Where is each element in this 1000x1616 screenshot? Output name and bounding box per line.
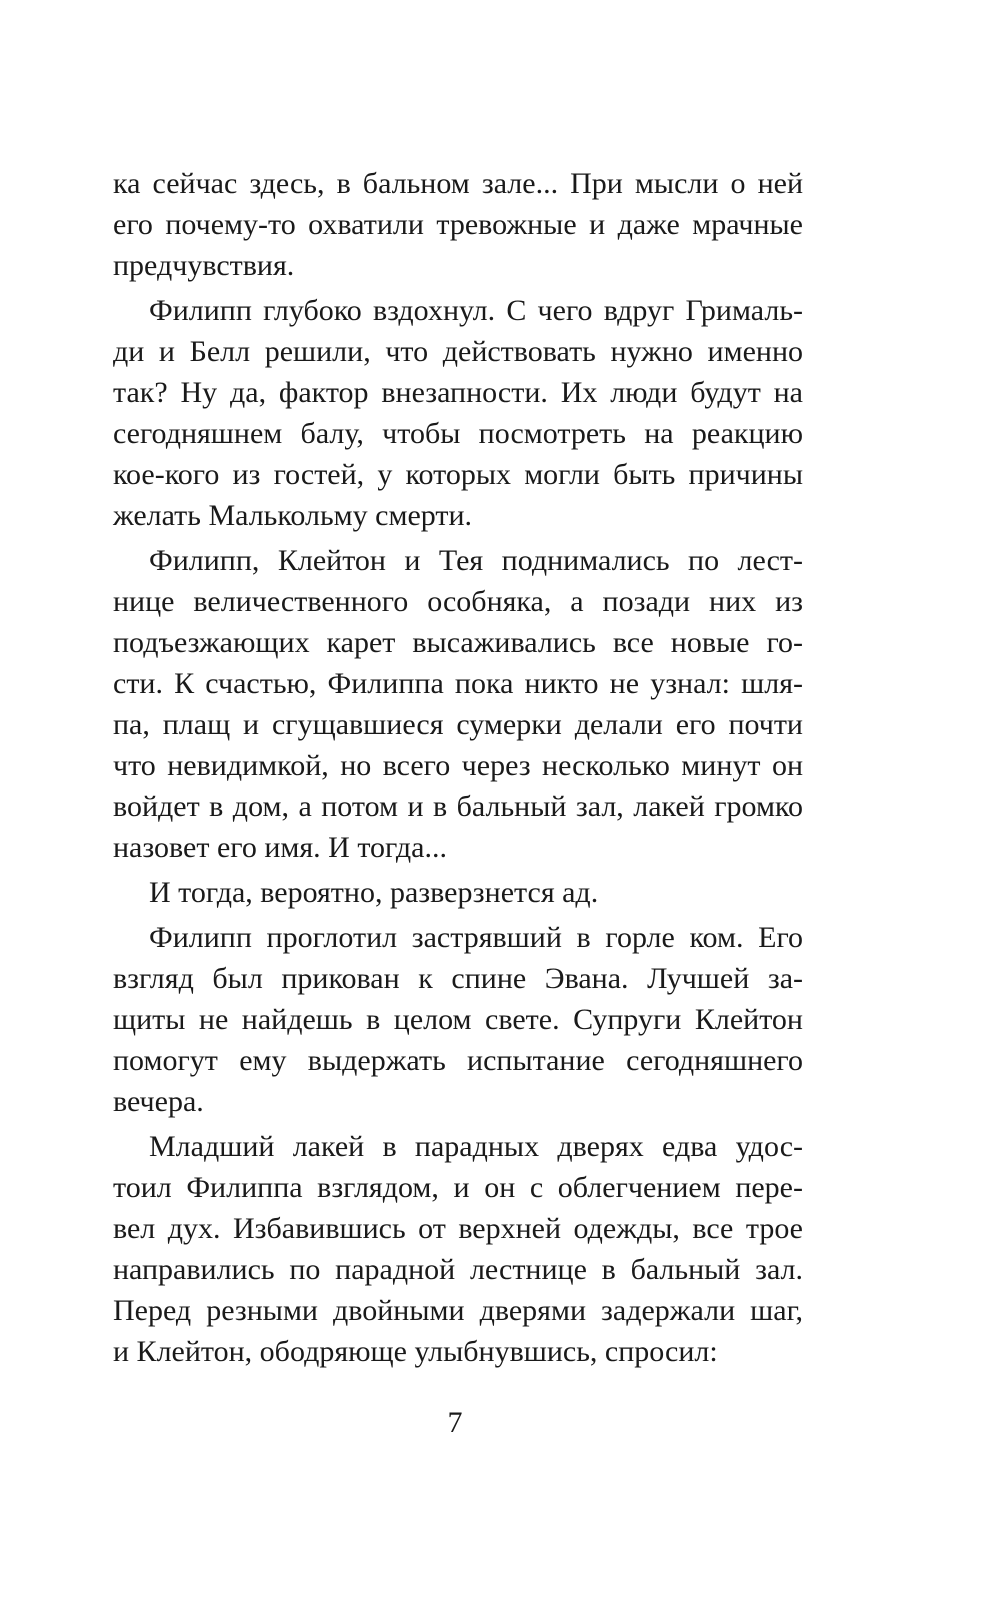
- text-line: сти. К счастью, Филиппа пока никто не узнал: шля-: [113, 667, 803, 700]
- text-line: нице величественного особняка, а позади них из: [113, 585, 803, 618]
- text-line: подъезжающих карет высаживались все новые го-: [113, 626, 803, 659]
- paragraph: [113, 917, 803, 1122]
- text-line: кое-кого из гостей, у которых могли быть причины: [113, 458, 803, 491]
- text-line: Филипп проглотил застрявший в горле ком. Его: [149, 921, 803, 954]
- page-number-value: 7: [447, 1406, 463, 1439]
- text-line: тоил Филиппа взглядом, и он с облегчением пере-: [113, 1171, 803, 1204]
- text-line: войдет в дом, а потом и в бальный зал, лакей громко: [113, 790, 803, 823]
- page-number: [0, 1403, 1000, 1443]
- text-line: Филипп глубоко вздохнул. С чего вдруг Грималь-: [149, 294, 803, 327]
- paragraph: [113, 1126, 803, 1372]
- text-line: щиты не найдешь в целом свете. Супруги Клейтон: [113, 1003, 803, 1036]
- text-line: и Клейтон, ободряюще улыбнувшись, спросил:: [113, 1335, 718, 1368]
- text-line: его почему-то охватили тревожные и даже мрачные: [113, 208, 803, 241]
- text-line: Филипп, Клейтон и Тея поднимались по лест-: [149, 544, 803, 577]
- text-line: И тогда, вероятно, разверзнется ад.: [149, 876, 599, 909]
- paragraph: [113, 540, 803, 868]
- text-line: предчувствия.: [113, 249, 295, 282]
- text-line: так? Ну да, фактор внезапности. Их люди будут на: [113, 376, 803, 409]
- text-line: Перед резными двойными дверями задержали шаг,: [113, 1294, 803, 1327]
- text-line: вел дух. Избавившись от верхней одежды, все трое: [113, 1212, 803, 1245]
- text-line: желать Малькольму смерти.: [113, 499, 473, 532]
- text-line: сегодняшнем балу, чтобы посмотреть на реакцию: [113, 417, 803, 450]
- text-line: назовет его имя. И тогда...: [113, 831, 447, 864]
- text-line: ди и Белл решили, что действовать нужно именно: [113, 335, 803, 368]
- text-line: па, плащ и сгущавшиеся сумерки делали его почти: [113, 708, 803, 741]
- body-text: [113, 163, 803, 1376]
- paragraph: [113, 872, 803, 913]
- text-line: направились по парадной лестнице в бальный зал.: [113, 1253, 803, 1286]
- paragraph: [113, 163, 803, 286]
- paragraph: [113, 290, 803, 536]
- text-line: вечера.: [113, 1085, 204, 1118]
- text-line: взгляд был прикован к спине Эвана. Лучшей за-: [113, 962, 803, 995]
- text-line: что невидимкой, но всего через несколько минут он: [113, 749, 803, 782]
- text-line: ка сейчас здесь, в бальном зале... При мысли о ней: [113, 167, 803, 200]
- text-line: помогут ему выдержать испытание сегодняшнего: [113, 1044, 803, 1077]
- text-line: Младший лакей в парадных дверях едва удос-: [149, 1130, 803, 1163]
